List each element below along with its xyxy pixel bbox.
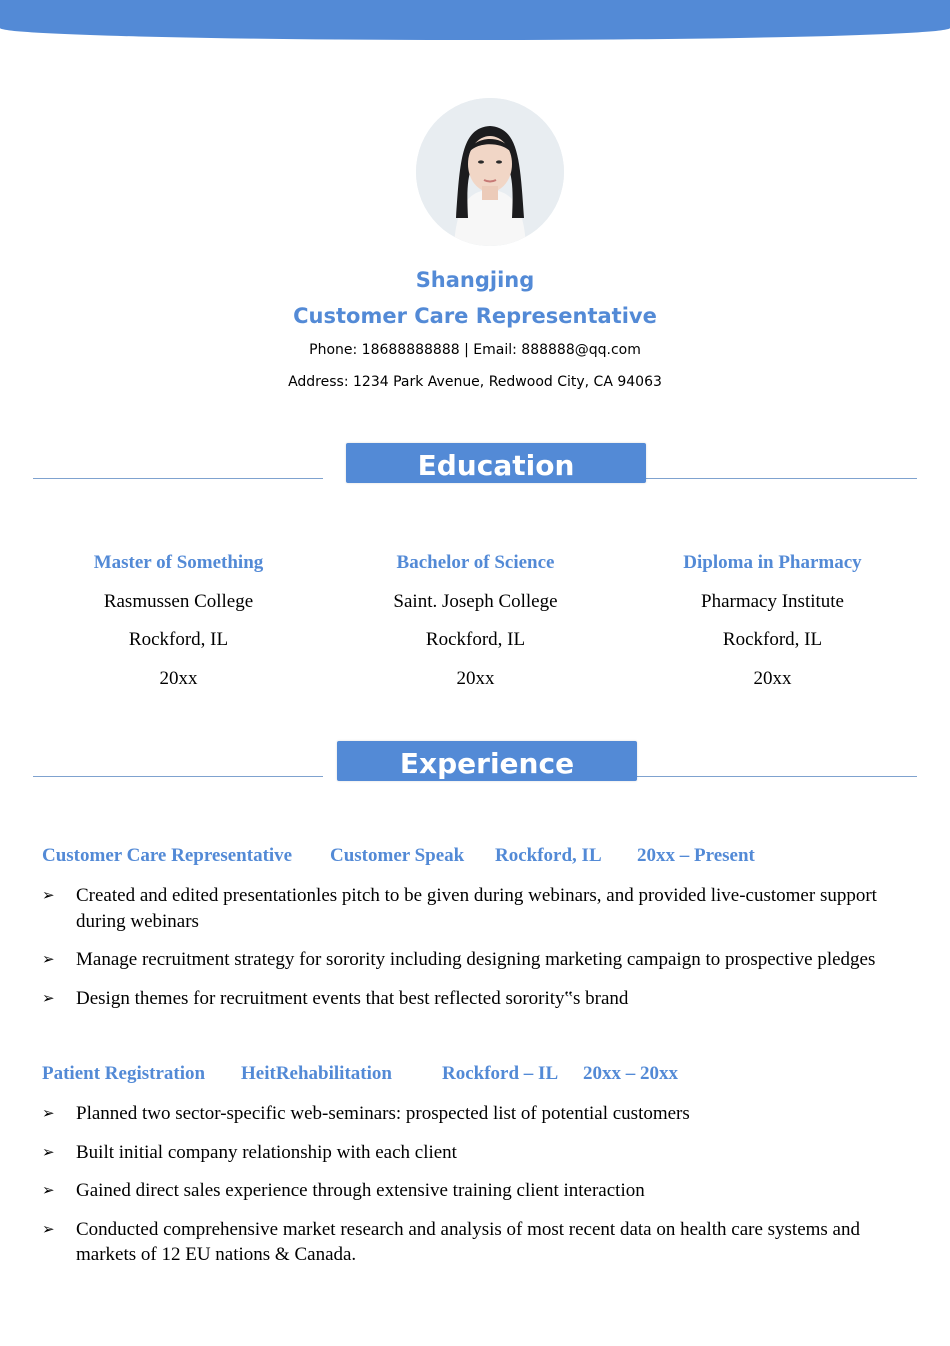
degree: Bachelor of Science <box>396 552 555 573</box>
degree: Diploma in Pharmacy <box>683 552 862 573</box>
school: Pharmacy Institute <box>701 590 844 612</box>
contact-info: Phone: 18688888888 | Email: 888888@qq.com <box>309 342 641 358</box>
bullet-item: ➢ Built initial company relationship with each client <box>42 1140 912 1166</box>
arrow-bullet-icon: ➢ <box>42 886 55 904</box>
job-company: Customer Speak <box>330 845 465 866</box>
arrow-bullet-icon: ➢ <box>42 950 55 968</box>
job-bullets <box>42 883 912 1024</box>
job-role: Patient Registration <box>42 1063 206 1084</box>
arrow-bullet-icon: ➢ <box>42 1181 55 1199</box>
bullet-item: ➢ Planned two sector-specific web-seminars: prospected list of potential customers <box>42 1101 912 1127</box>
experience-divider-left <box>33 776 323 777</box>
top-banner <box>0 0 950 40</box>
education-entry <box>30 550 327 704</box>
year: 20xx <box>753 667 792 689</box>
arrow-bullet-icon: ➢ <box>42 988 55 1007</box>
bullet-item: ➢ Manage recruitment strategy for sorority including designing marketing campaign to prospective pledges <box>42 947 912 973</box>
location: Rockford, IL <box>425 629 526 650</box>
school: Saint. Joseph College <box>393 590 558 612</box>
candidate-name: Shangjing <box>415 268 535 292</box>
location: Rockford, IL <box>128 629 229 650</box>
bullet-item: ➢ Design themes for recruitment events that best reflected sorority‟s brand <box>42 986 912 1012</box>
job-bullets <box>42 1101 912 1281</box>
school: Rasmussen College <box>103 590 254 612</box>
experience-divider-right <box>637 776 917 777</box>
job-role: Customer Care Representative <box>42 845 293 866</box>
bullet-item: ➢ Conducted comprehensive market research and analysis of most recent data on health care systems and markets of 12 EU nations & Canada. <box>42 1218 860 1265</box>
education-divider-right <box>646 478 917 479</box>
bullet-item: ➢ Gained direct sales experience through extensive training client interaction <box>42 1178 912 1204</box>
arrow-bullet-icon: ➢ <box>42 1219 55 1238</box>
job-company: HeitRehabilitation <box>241 1063 392 1084</box>
job-dates: 20xx – Present <box>637 845 755 866</box>
education-entry <box>327 550 624 704</box>
year: 20xx <box>456 667 495 689</box>
education-divider-left <box>33 478 323 479</box>
location: Rockford, IL <box>722 629 823 650</box>
arrow-bullet-icon: ➢ <box>42 1104 55 1122</box>
education-heading: Education <box>346 443 646 483</box>
degree: Master of Something <box>93 552 264 573</box>
bullet-item: ➢ Created and edited presentationles pitch to be given during webinars, and provided live-customer support during webinars <box>42 885 877 932</box>
candidate-title: Customer Care Representative <box>293 304 657 328</box>
experience-heading: Experience <box>337 741 637 781</box>
job-dates: 20xx – 20xx <box>583 1063 678 1084</box>
job-location: Rockford, IL <box>495 845 602 866</box>
address-info: Address: 1234 Park Avenue, Redwood City, CA 94063 <box>288 374 662 390</box>
arrow-bullet-icon: ➢ <box>42 1142 55 1161</box>
job-location: Rockford – IL <box>442 1063 559 1084</box>
profile-photo <box>416 98 564 246</box>
year: 20xx <box>159 667 198 689</box>
education-entry <box>624 550 921 704</box>
